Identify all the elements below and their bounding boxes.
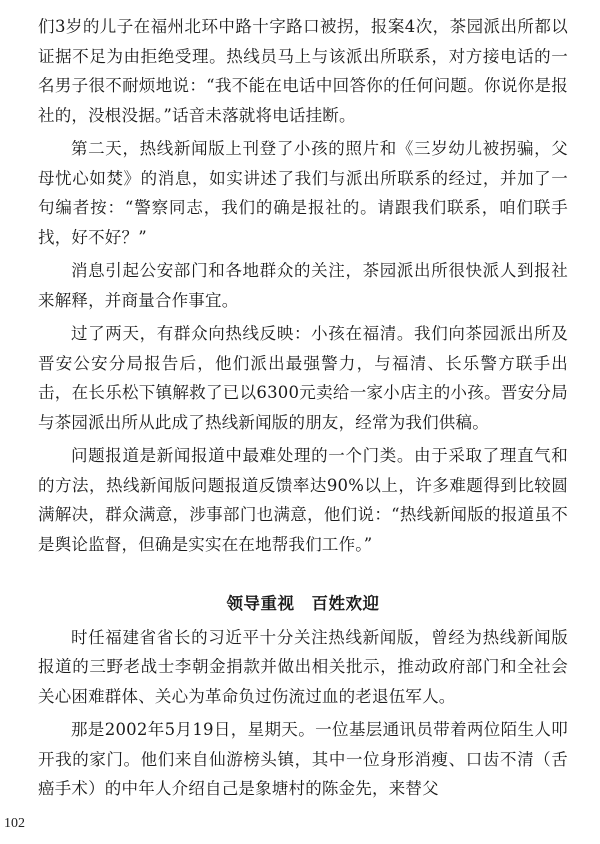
paragraph: 第二天，热线新闻版上刊登了小孩的照片和《三岁幼儿被拐骗，父母忧心如焚》的消息，如实讲述了我们与派出所联系的经过，并加了一句编者按：“警察同志，我们的确是报社的。请跟我们联系，咱们联手找，好不好？”: [38, 139, 568, 247]
page-number: 102: [4, 816, 25, 831]
section-heading: 领导重视 百姓欢迎: [226, 594, 380, 613]
paragraph: 时任福建省省长的习近平十分关注热线新闻版，曾经为热线新闻版报道的三野老战士李朝金捐款并做出相关批示，推动政府部门和全社会关心困难群体、关心为革命负过伤流过血的老退伍军人。: [38, 627, 568, 706]
paragraph: 问题报道是新闻报道中最难处理的一个门类。由于采取了理直气和的方法，热线新闻版问题报道反馈率达90%以上，许多难题得到比较圆满解决，群众满意，涉事部门也满意，他们说：“热线新闻版的报道虽不是舆论监督，但确是实实在在地帮我们工作。”: [38, 446, 568, 554]
paragraph: 过了两天，有群众向热线反映：小孩在福清。我们向茶园派出所及晋安公安分局报告后，他们派出最强警力，与福清、长乐警方联手出击，在长乐松下镇解救了已以6300元卖给一家小店主的小孩。晋安分局与茶园派出所从此成了热线新闻版的朋友，经常为我们供稿。: [38, 324, 568, 432]
paragraph: 们3岁的儿子在福州北环中路十字路口被拐，报案4次，茶园派出所都以证据不足为由拒绝受理。热线员马上与该派出所联系，对方接电话的一名男子很不耐烦地说：“我不能在电话中回答你的任何问题。你说你是报社的，没根没据。”话音未落就将电话挂断。: [38, 17, 568, 125]
paragraph: 那是2002年5月19日，星期天。一位基层通讯员带着两位陌生人叩开我的家门。他们来自仙游榜头镇，其中一位身形消瘦、口齿不清（舌癌手术）的中年人介绍自己是象塘村的陈金先，来替父: [38, 720, 568, 798]
paragraph: 消息引起公安部门和各地群众的关注，茶园派出所很快派人到报社来解释，并商量合作事宜。: [38, 261, 568, 310]
page-body: [38, 12, 568, 808]
